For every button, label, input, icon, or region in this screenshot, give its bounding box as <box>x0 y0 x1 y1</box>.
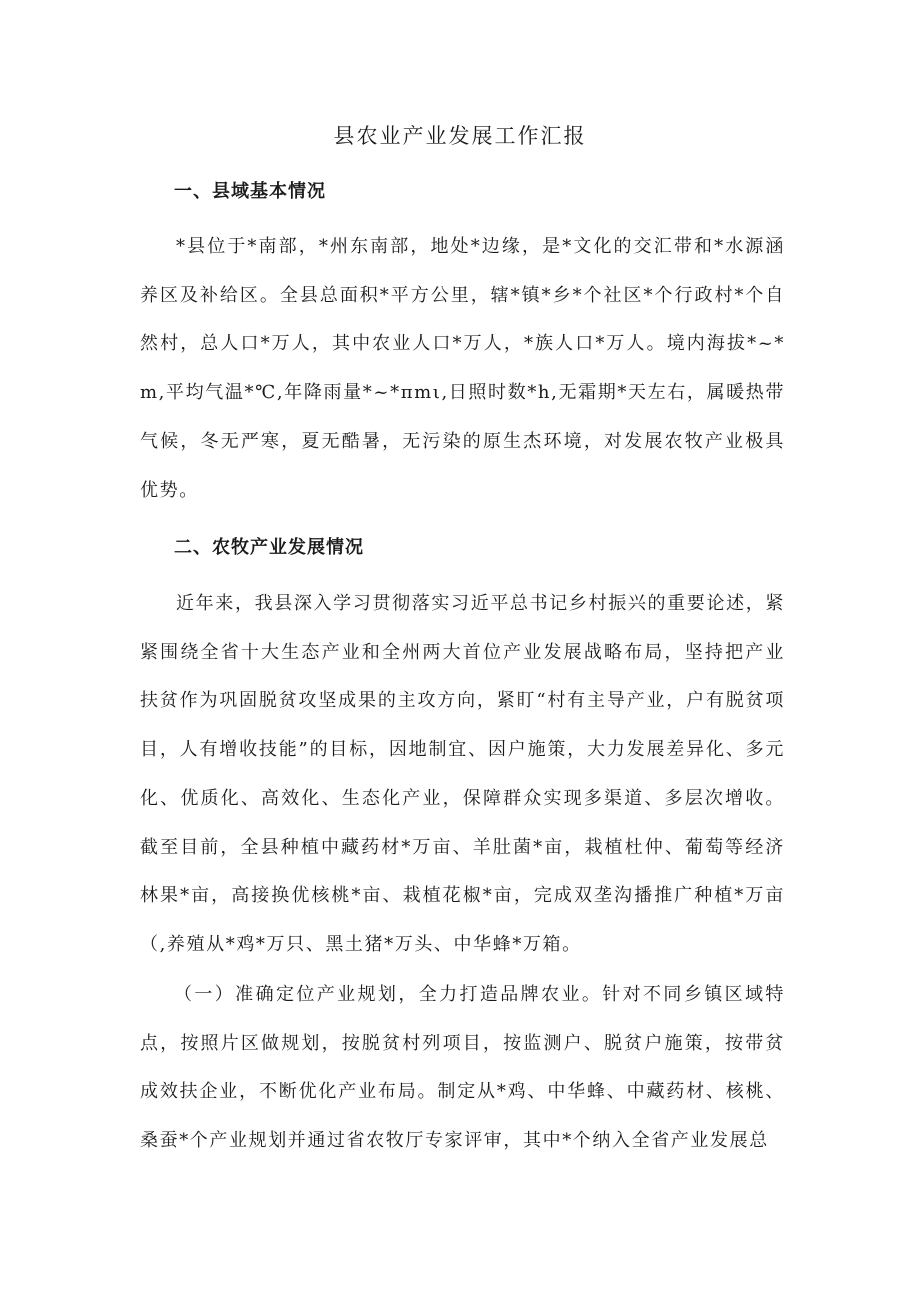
paragraph-industry-overview: 近年来，我县深入学习贯彻落实习近平总书记乡村振兴的重要论述，紧紧围绕全省十大生态产业和全州两大首位产业发展战略布局，坚持把产业扶贫作为巩固脱贫攻坚成果的主攻方向，紧盯“村有主导产业，户有脱贫项目，人有增收技能”的目标，因地制宜、因户施策，大力发展差异化、多元化、优质化、高效化、生态化产业，保障群众实现多渠道、多层次增收。截至目前，全县种植中藏药材*万亩、羊肚菌*亩，栽植杜仲、葡萄等经济林果*亩，高接换优核桃*亩、栽植花椒*亩，完成双垄沟播推广种植*万亩（,养殖从*鸡*万只、黑土猪*万头、中华蜂*万箱。 <box>140 593 785 955</box>
section-heading-basic-info: 一、县域基本情况 <box>174 181 326 202</box>
document-title: 县农业产业发展工作汇报 <box>333 124 587 148</box>
paragraph-industry-planning: （一）准确定位产业规划，全力打造品牌农业。针对不同乡镇区域特点，按照片区做规划，按脱贫村列项目，按监测户、脱贫户施策，按带贫成效扶企业，不断优化产业布局。制定从*鸡、中华蜂、中藏药材、核桃、桑蚕*个产业规划并通过省农牧厅专家评审，其中*个纳入全省产业发展总 <box>140 984 785 1152</box>
section-heading-industry-development: 二、农牧产业发展情况 <box>174 537 364 558</box>
paragraph-basic-info: *县位于*南部，*州东南部，地处*边缘，是*文化的交汇带和*水源涵养区及补给区。全县总面积*平方公里，辖*镇*乡*个社区*个行政村*个自然村，总人口*万人，其中农业人口*万人，*族人口*万人。境内海拔*~*m,平均气温*℃,年降雨量*~*πmι,日照时数*h,无霜期*天左右，属暖热带气候，冬无严寒，夏无酷暑，无污染的原生杰环境，对发展农牧产业极具优势。 <box>140 236 785 501</box>
